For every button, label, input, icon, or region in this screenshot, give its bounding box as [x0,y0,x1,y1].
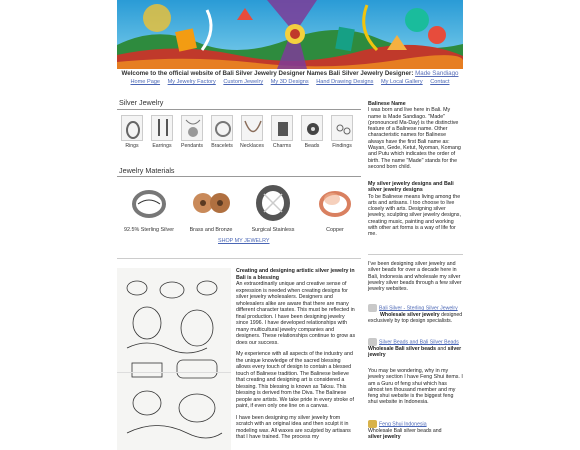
article-paragraph: My experience with all aspects of the industry and the unique knowledge of the sacred blessing allows every touch of design to contain a blessed touch of Balinese tradition. The Balinese believe that creating and designing art is considered a blessing. This blessing is known as Taksu. This blessing is derived from the Diva. The Balinese people are artists. We take pride in every stroke of paint, if even only one line on a canvas. [236,351,354,409]
nav-home[interactable]: Home Page [130,79,161,85]
balinese-name-heading: Balinese Name [368,101,406,107]
article-heading: Creating and designing artistic silver jewelry in Bali is a blessing [236,268,355,281]
link1-text: designed exclusively by top design specialists. [368,312,463,325]
article-paragraph: I have been designing my silver jewelry from scratch with an original idea and then sculpt it in modeling wax. All waxes are sculpted by artisans that I have trained. The process my [236,414,351,440]
nav-local-gallery[interactable]: My Local Gallery [381,79,423,85]
welcome-text: Welcome to the official website of Bali Silver Jewelry Designer Names Bali Silver Jewelry Designer: [121,70,414,77]
nav-contact[interactable]: Contact [430,79,450,85]
fengshui-text: You may be wondering, why in my jewelry section I have Feng Shui items. I am a Guru of feng shui which has almost ten thousand member and my feng shui website is the biggest feng shui website in Indonesia. [368,368,463,406]
category-label: Bracelets [211,143,233,149]
hand-drawing-sketches [117,268,231,450]
welcome-line [117,70,463,79]
category-label: Findings [332,143,352,149]
balinese-name-text: I was born and live here in Bali. My name is Made Sandiago. "Made" (pronounced Ma-Day) is the distinctive feature of a Balinese name. Other characteristic names for Balinese always have the first Bali name as: Wayan, Gede, Ketut, Nyoman, Komang and Putu which indicates the order of birth. The name "Made" stands for the second born child. [368,107,461,170]
category-pendants[interactable] [179,115,205,155]
silver-beads-icon [368,338,377,346]
jewelry-materials-title: Jewelry Materials [119,166,175,175]
material-surgical-stainless[interactable] [243,182,303,233]
nav-hand-drawing[interactable]: Hand Drawing Designs [316,79,374,85]
top-nav [117,79,463,88]
nav-custom-jewelry[interactable]: Custom Jewelry [223,79,264,85]
selling-text: I've been designing silver jewelry and silver beads for over a decade here in Bali, Indonesia and wholesale my silver jewelry silver beads through a few silver jewelry websites. [368,261,462,293]
category-earrings[interactable] [149,115,175,155]
material-label: 92.5% Sterling Silver [123,227,175,233]
earrings-image [151,115,173,141]
beads-image [301,115,323,141]
selling-section [368,261,463,292]
divider [368,254,463,255]
category-bracelets[interactable] [209,115,235,155]
charms-image [271,115,293,141]
link3-text: Wholesale Bali silver beads and [368,428,442,434]
divider [117,176,361,177]
shop-my-jewelry-link[interactable]: SHOP MY JEWELRY [218,238,270,244]
material-copper[interactable] [305,182,365,233]
material-brass-bronze[interactable] [181,182,241,233]
sterling-silver-image [126,182,172,224]
material-sterling-silver[interactable] [119,182,179,233]
fengshui-link[interactable]: Feng Shui Indonesia [379,421,427,428]
link3-bold: silver jewelry [368,434,401,441]
rings-image [121,115,143,141]
article [236,268,356,446]
material-label: Copper [326,227,344,233]
link-block-fengshui [368,420,463,440]
link-block-silver-beads [368,338,463,358]
divider [117,258,361,259]
link1-bold: Wholesale silver jewelry [380,312,440,318]
material-label: Surgical Stainless [251,227,295,233]
material-label: Brass and Bronze [189,227,233,233]
category-label: Pendants [181,143,203,149]
link2-bold2: silver jewelry [368,346,462,359]
pendants-image [181,115,203,141]
article-paragraph: An extraordinarily unique and creative sense of expression is needed when creating designs for silver jewelry wholesalers. Designers and wholesalers alike are aware that there are many different character tastes. This must be reflected in final production. I have been designing jewelry since 1996. I have developed relationships with many multicultural jewelry companies and designers. These relationships continue to grow as does our success. [236,281,356,346]
category-label: Beads [304,143,320,149]
bracelets-image [211,115,233,141]
designs-heading: My silver jewelry designs and Bali silver jewelry designs [368,181,454,194]
findings-image [331,115,353,141]
category-label: Necklaces [240,143,264,149]
category-charms[interactable] [269,115,295,155]
divider [117,109,361,110]
nav-jewelry-factory[interactable]: My Jewelry Factory [167,79,216,85]
necklaces-image [241,115,263,141]
brass-bronze-image [188,182,234,224]
fengshui-section [368,368,463,406]
silver-beads-link[interactable]: Silver Beads and Bali Silver Beads [379,339,459,346]
category-necklaces[interactable] [239,115,265,155]
category-label: Earrings [152,143,172,149]
copper-image [312,182,358,224]
header-banner [117,0,463,69]
bali-silver-icon [368,304,377,312]
category-rings[interactable] [119,115,145,155]
page [117,0,463,450]
banner-illustration [117,0,463,69]
category-beads[interactable] [299,115,325,155]
fengshui-icon [368,420,377,428]
designer-link[interactable]: Made Sandiago [415,70,459,77]
silver-jewelry-title: Silver Jewelry [119,98,164,107]
link2-tail: and [437,346,447,352]
category-findings[interactable] [329,115,355,155]
nav-3d-designs[interactable]: My 3D Designs [270,79,309,85]
category-label: Rings [125,143,139,149]
link2-bold: Wholesale Bali silver beads [368,346,437,352]
designs-section [368,181,463,238]
link-block-bali-silver [368,304,463,324]
balinese-name-section [368,101,463,170]
surgical-stainless-image [250,182,296,224]
category-label: Charms [272,143,292,149]
bali-silver-link[interactable]: Bali Silver - Sterling Silver Jewelry [379,305,458,312]
designs-text: To be Balinese means living among the arts and artisans. I too choose to live closely with arts. Designing silver jewelry, sculpting silver jewelry designs, creating music, painting and working with other art forms is a way of life for me. [368,193,461,238]
